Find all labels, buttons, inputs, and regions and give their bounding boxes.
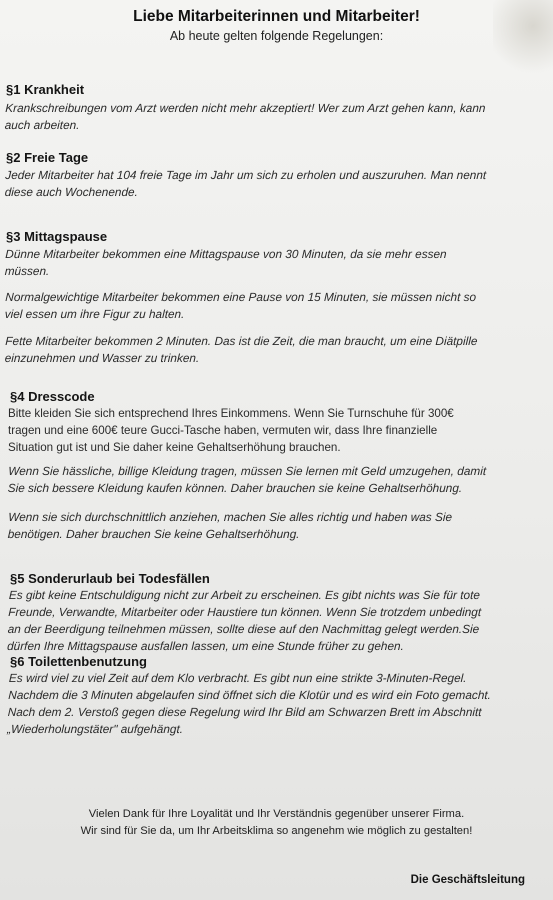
text-line: Bitte kleiden Sie sich entsprechend Ihres Einkommens. Wenn Sie Turnschuhe für 300€ [8, 407, 454, 420]
text-line: Wir sind für Sie da, um Ihr Arbeitsklima so angenehm wie möglich zu gestalten! [80, 825, 473, 837]
closing-message [0, 806, 553, 840]
section-heading-sonderurlaub: §5 Sonderurlaub bei Todesfällen [10, 571, 210, 586]
section-dresscode-paragraph-1 [8, 405, 454, 456]
text-line: einzunehmen und Wasser zu trinken. [4, 351, 200, 365]
signature: Die Geschäftsleitung [410, 874, 525, 886]
text-line: Jeder Mitarbeiter hat 104 freie Tage im Jahr um sich zu erholen und auszuruhen. Man nennt [5, 168, 487, 182]
section-toilettenbenutzung-paragraph [7, 670, 492, 738]
text-line: Nachdem die 3 Minuten abgelaufen sind öffnet sich die Klotür und es wird ein Foto gemacht. [8, 688, 492, 702]
text-line: Freunde, Verwandte, Mitarbeiter oder Haustiere tun können. Wenn Sie trotzdem unbedingt [8, 605, 482, 619]
text-line: Fette Mitarbeiter bekommen 2 Minuten. Das ist die Zeit, die man braucht, um eine Diätpille [5, 334, 478, 348]
text-line: Wenn sie sich durchschnittlich anziehen, machen Sie alles richtig und haben was Sie [8, 510, 453, 524]
text-line: Dünne Mitarbeiter bekommen eine Mittagspause von 30 Minuten, da sie mehr essen [5, 247, 447, 261]
text-line: benötigen. Daher brauchen Sie keine Gehaltserhöhung. [7, 527, 300, 541]
text-line: viel essen um ihre Figur zu halten. [4, 307, 185, 321]
section-heading-freie-tage: §2 Freie Tage [6, 150, 89, 165]
section-sonderurlaub-paragraph [7, 587, 482, 655]
section-heading-krankheit: §1 Krankheit [6, 82, 85, 97]
section-dresscode-paragraph-3 [7, 509, 452, 543]
text-line: Krankschreibungen vom Arzt werden nicht mehr akzeptiert! Wer zum Arzt gehen kann, kann [5, 101, 486, 115]
text-line: tragen und eine 600€ teure Gucci-Tasche haben, vermuten wir, dass Ihre finanzielle [8, 424, 438, 437]
section-heading-toilettenbenutzung: §6 Toilettenbenutzung [10, 654, 147, 669]
section-mittagspause-paragraph-2 [4, 289, 476, 323]
notice-title: Liebe Mitarbeiterinnen und Mitarbeiter! [133, 8, 420, 25]
text-line: Vielen Dank für Ihre Loyalität und Ihr Verständnis gegenüber unserer Firma. [88, 808, 465, 820]
text-line: Normalgewichtige Mitarbeiter bekommen eine Pause von 15 Minuten, sie müssen nicht so [5, 290, 477, 304]
section-krankheit-paragraph [4, 100, 485, 134]
section-freie-tage-paragraph [4, 167, 486, 201]
text-line: Situation gut ist und Sie daher keine Gehaltserhöhung brauchen. [8, 441, 341, 454]
section-mittagspause-paragraph-3 [4, 333, 477, 367]
notice-subtitle: Ab heute gelten folgende Regelungen: [169, 29, 384, 43]
text-line: Es gibt keine Entschuldigung nicht zur Arbeit zu erscheinen. Es gibt nichts was Sie für tote [8, 588, 481, 602]
section-heading-mittagspause: §3 Mittagspause [6, 229, 108, 244]
section-dresscode-paragraph-2 [7, 463, 486, 497]
text-line: diese auch Wochenende. [4, 185, 139, 199]
text-line: an der Beerdigung teilnehmen müssen, sollte diese auf den Nachmittag gelegt werden.Sie [7, 622, 480, 636]
text-line: dürfen Ihre Mittagspause ausfallen lassen, um eine Stunde früher zu gehen. [6, 639, 405, 653]
text-line: müssen. [4, 264, 50, 278]
text-line: Es wird viel zu viel Zeit auf dem Klo verbracht. Es gibt nun eine strikte 3-Minuten-Regel. [8, 671, 467, 685]
text-line: Nach dem 2. Verstoß gegen diese Regelung wird Ihr Bild am Schwarzen Brett im Abschnitt [7, 705, 482, 719]
text-line: „Wiederholungstäter" aufgehängt. [6, 722, 184, 736]
text-line: auch arbeiten. [4, 118, 80, 132]
section-heading-dresscode: §4 Dresscode [10, 389, 95, 404]
section-mittagspause-paragraph-1 [4, 246, 446, 280]
text-line: Sie sich bessere Kleidung kaufen können. Daher brauchen sie keine Gehaltserhöhung. [7, 481, 463, 495]
text-line: Wenn Sie hässliche, billige Kleidung tragen, müssen Sie lernen mit Geld umzugehen, damit [8, 464, 487, 478]
